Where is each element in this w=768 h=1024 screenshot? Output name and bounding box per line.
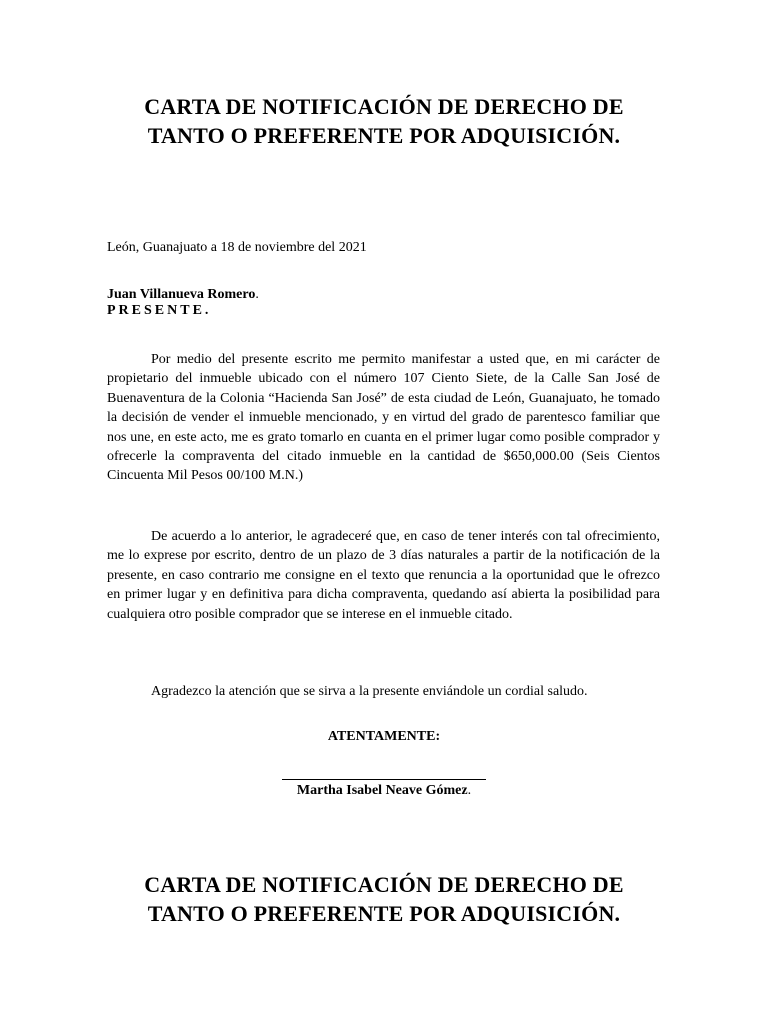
recipient-name-suffix: . [255, 287, 259, 302]
document-title-repeat [0, 870, 768, 928]
title-repeat-line-2: TANTO O PREFERENTE POR ADQUISICIÓN. [147, 901, 621, 926]
presente-label: PRESENTE. [107, 303, 212, 318]
body-paragraph-1: Por medio del presente escrito me permito manifestar a usted que, en mi carácter de propietario del inmueble ubicado con el número 107 Ciento Siete, de la Calle San José de Buenaventura de la Colonia “Hacienda San José” de esta ciudad de León, Guanajuato, he tomado la decisión de vender el inmueble mencionado, y en virtud del grado de parentesco familiar que nos une, en este acto, me es grato tomarlo en cuanta en el primer lugar como posible comprador y ofrecerle la compraventa del citado inmueble en la cantidad de $650,000.00 (Seis Cientos Cincuenta Mil Pesos 00/100 M.N.) [107, 352, 660, 484]
title-repeat-line-1: CARTA DE NOTIFICACIÓN DE DERECHO DE [144, 872, 624, 897]
place-and-date: León, Guanajuato a 18 de noviembre del 2021 [107, 240, 367, 255]
signer-name: Martha Isabel Neave Gómez [296, 783, 468, 798]
closing-salutation: ATENTAMENTE: [327, 729, 441, 744]
recipient-block [107, 287, 660, 319]
signer-name-suffix: . [467, 783, 472, 798]
body-paragraph-2: De acuerdo a lo anterior, le agradeceré que, en caso de tener interés con tal ofrecimiento, me lo exprese por escrito, dentro de un plazo de 3 días naturales a partir de la notificación de la presente, en caso contrario me consigne en el texto que renuncia a la oportunidad que le ofrezco en primer lugar y en definitiva para dicha compraventa, quedando así abierta la posibilidad para cualquiera otro posible comprador que se interese en el inmueble citado. [107, 529, 660, 622]
signer-block [0, 783, 768, 799]
document-title [0, 92, 768, 150]
title-line-2: TANTO O PREFERENTE POR ADQUISICIÓN. [147, 123, 621, 148]
signature-line [282, 779, 486, 780]
title-line-1: CARTA DE NOTIFICACIÓN DE DERECHO DE [144, 94, 624, 119]
body-paragraph-3: Agradezco la atención que se sirva a la presente enviándole un cordial saludo. [151, 684, 588, 699]
recipient-name: Juan Villanueva Romero [107, 287, 256, 302]
